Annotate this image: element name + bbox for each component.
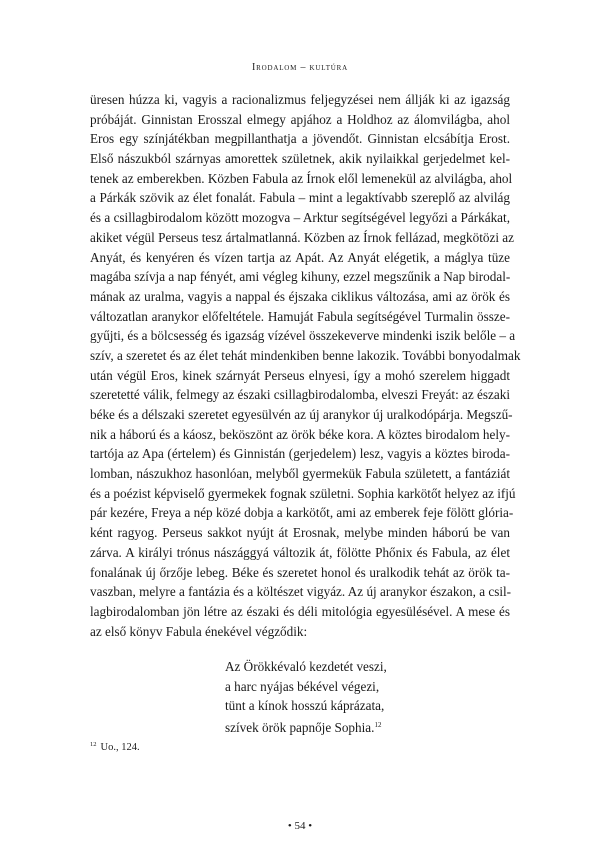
body-line: Eros egy színjátékban megpillanthatja a jövendőt. Ginnistan elcsábítja Erost. <box>90 131 510 147</box>
poem-quote <box>225 657 387 737</box>
body-line: lagbirodalomban jön létre az északi és déli mitológia egyesülésével. A mese és <box>90 603 510 619</box>
body-line: akiket végül Perseus tesz ártalmatlanná. Közben az Írnok fellázad, megkötözi az <box>90 229 515 245</box>
body-line: tenek az emberekben. Közben Fabula az Írnok elől lemenekül az alvilágba, ahol <box>90 170 513 186</box>
poem-line: tünt a kínok hosszú káprázata, <box>225 698 385 713</box>
body-line: vaszban, melyre a fantázia és a költészet vigyáz. Az új aranykor északon, a csil- <box>90 584 512 600</box>
body-line: változatlan aranykor előfeltétele. Hamuját Fabula segítségével Turmalin össze- <box>90 308 510 324</box>
footnote-text: Uo., 124. <box>100 742 140 753</box>
body-line: tartója az Apa (értelem) és Ginnistán (gerjedelem) lesz, vagyis a köztes biroda- <box>90 446 510 462</box>
poem-line: a harc nyájas békével végezi, <box>225 678 380 694</box>
body-line: mának az uralma, vagyis a nappal és éjszaka ciklikus változása, ami az örök és <box>90 288 510 304</box>
body-line: magába szívja a nap fényét, ami végleg kihuny, ezzel megszűnik a Nap birodal- <box>90 269 511 285</box>
body-line: béke és a délszaki szeretet egyesülvén az új aranykor új uralkodópárja. Megszű- <box>90 407 513 422</box>
body-line: próbáját. Ginnistan Erosszal elmegy apjához a Holdhoz az álomvilágba, ahol <box>90 111 510 127</box>
body-line: zárva. A királyi trónus nászággyá változik át, fölötte Phőnix és Fabula, az élet <box>90 544 510 560</box>
body-line: az első könyv Fabula énekével végződik: <box>90 623 308 639</box>
body-line: szív, a szeretet és az élet tehát mindenkiben benne lakozik. További bonyodalmak <box>90 347 521 363</box>
body-line: Első nászukból szárnyas amorettek születnek, akik nyilaikkal gerjedelmet kel- <box>90 151 510 167</box>
body-line: a Párkák szövik az élet fonalát. Fabula – mint a legaktívabb szereplő az alvilág <box>90 190 510 206</box>
body-line: szeretetté válik, felmegy az északi csillagbirodalomba, elveszi Freyát: az északi <box>90 387 510 403</box>
poem-line: Az Örökkévaló kezdetét veszi, <box>225 659 387 674</box>
running-header: Irodalom – kultúra <box>252 62 348 73</box>
body-line: és a csillagbirodalom között mozogva – Arktur segítségével legyőzi a Párkákat, <box>90 210 510 226</box>
poem-line-text: szívek örök papnője Sophia. <box>225 719 375 735</box>
footnote-reference[interactable]: 12 <box>374 720 382 729</box>
body-line: gyűjti, és a bölcsesség és igazság vízével összekeverve mindenki iszik belőle – a <box>90 328 516 344</box>
body-line: nik a háború és a káosz, beköszönt az örök béke kora. A köztes birodalom hely- <box>90 426 510 442</box>
body-line: ként ragyog. Perseus sakkot nyújt át Erosnak, melybe minden háború be van <box>90 525 510 541</box>
body-line: után végül Eros, kinek szárnyát Perseus elnyesi, így a mohó szerelem higgadt <box>90 367 510 383</box>
body-text <box>90 90 521 641</box>
body-line: Anyát, és kenyéren és vízen tartja az Apát. Az Anyát elégetik, a máglya tüze <box>90 249 510 265</box>
poem-line-last <box>225 716 387 738</box>
body-line: lomban, nászukhoz hasonlóan, melyből gyermekük Fabula született, a fantáziát <box>90 466 510 482</box>
footnote-number: 12 <box>90 741 97 748</box>
body-line: pár kezére, Freya a nép közé dobja a karkötőt, ami az emberek feje fölött glória- <box>90 505 514 521</box>
body-line: üresen húzza ki, vagyis a racionalizmus feljegyzései nem állják ki az igazság <box>90 92 510 107</box>
body-line: és a poézist képviselő gyermekek fognak születni. Sophia karkötőt helyez az ifjú <box>90 485 516 501</box>
footnote <box>90 741 140 753</box>
page-number: • 54 • <box>287 820 313 832</box>
body-line: fonalának új őrzője lebeg. Béke és szeretet honol és uralkodik tehát az örök ta- <box>90 564 510 580</box>
